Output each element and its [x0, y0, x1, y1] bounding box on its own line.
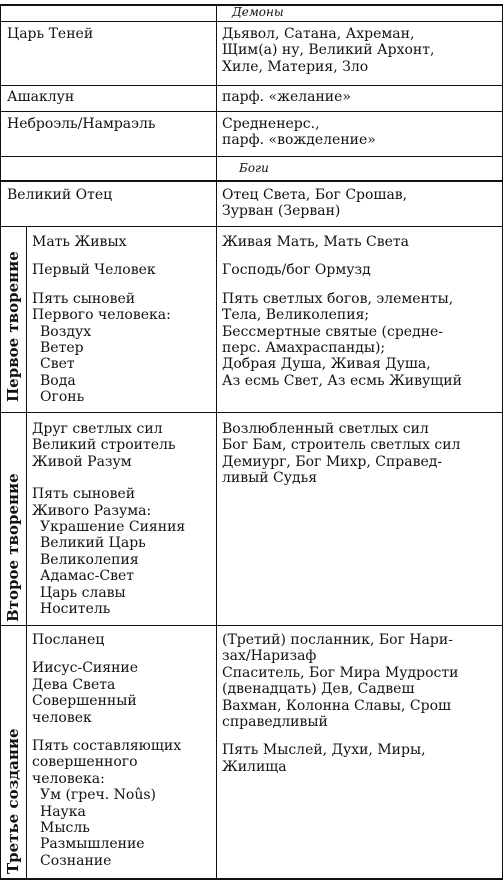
rule	[0, 412, 503, 413]
cell-line: (двенадцать) Дев, Садвеш	[222, 681, 415, 698]
cell-line: Царь Теней	[7, 26, 94, 42]
cell-line: Господь/бог Ормузд	[222, 262, 371, 279]
third-creation-left	[32, 632, 181, 869]
ruler-of-shadows-names	[222, 26, 434, 75]
header-demons: Демоны	[232, 5, 284, 19]
cell-line: Мысль	[40, 820, 90, 837]
cell-line: Ветер	[40, 340, 84, 357]
rule	[0, 625, 503, 626]
cell-line: (Третий) посланник, Бог Нари-	[222, 632, 453, 648]
cell-line: парф. «вожделение»	[222, 132, 376, 149]
cell-line: Аз есмь Свет, Аз есмь Живущий	[222, 372, 462, 389]
cell-line: Отец Света, Бог Срошав,	[222, 187, 408, 203]
great-father-cell	[7, 187, 112, 203]
cell-line: Великий Царь	[40, 535, 146, 552]
cell-line: Ашаклун	[7, 89, 75, 105]
section-label-second-creation: Второе творение	[4, 473, 22, 622]
cell-line: Царь славы	[40, 584, 126, 601]
rule	[0, 85, 503, 86]
cell-line: Пять Мыслей, Духи, Миры,	[222, 742, 426, 759]
nebroel-names	[222, 116, 376, 149]
cell-line: Наука	[40, 803, 86, 820]
cell-line: зах/Наризаф	[222, 648, 317, 665]
second-creation-right	[222, 421, 460, 487]
cell-line: Неброэль/Намраэль	[7, 116, 156, 132]
second-creation-left	[32, 421, 185, 617]
cell-line: Ум (греч. Noûs)	[40, 787, 156, 804]
cell-line: Вахман, Колонна Славы, Срош	[222, 697, 452, 714]
spacer	[32, 726, 181, 738]
cell-line: Адамас-Свет	[40, 568, 135, 585]
cell-line: Великий строитель	[32, 437, 176, 454]
cell-line: Великий Отец	[7, 187, 113, 203]
cell-line: Сознание	[40, 852, 112, 869]
cell-line: Демиург, Бог Михр, Справед-	[222, 453, 443, 470]
cell-line: Средненерс.,	[222, 116, 320, 132]
cell-line: перс. Амахраспанды);	[222, 340, 386, 357]
cell-line: Великолепия	[40, 551, 139, 568]
cell-line: Иисус-Сияние	[32, 660, 139, 677]
cell-line: Зурван (Зерван)	[222, 203, 341, 220]
cell-line: Живая Мать, Мать Света	[222, 234, 409, 250]
rule	[0, 226, 503, 227]
spacer	[222, 730, 458, 742]
cell-line: Пять светлых богов, элементы,	[222, 290, 454, 307]
cell-line: Пять составляющих	[32, 738, 182, 755]
cell-line: Воздух	[40, 323, 92, 340]
spacer	[32, 250, 171, 262]
ashaklun-names	[222, 89, 351, 105]
rule	[0, 180, 503, 182]
spacer	[32, 279, 171, 291]
cell-line: Бессмертные святые (средне-	[222, 323, 444, 340]
cell-line: Украшение Сияния	[40, 519, 186, 536]
cell-line: Пять сыновей	[32, 290, 136, 307]
rule	[0, 111, 503, 112]
cell-line: Размышление	[40, 836, 145, 853]
section-label-third-creation: Третье создание	[4, 728, 22, 874]
ashaklun-cell	[7, 89, 74, 105]
cell-line: Добрая Душа, Живая Душа,	[222, 356, 431, 373]
section-label-first-creation: Первое творение	[4, 251, 22, 402]
rule	[0, 878, 503, 880]
cell-line: Живой Разум	[32, 453, 132, 470]
cell-line: ливый Судья	[222, 470, 318, 487]
rule	[216, 4, 217, 880]
cell-line: Первый Человек	[32, 262, 156, 279]
rule	[0, 4, 1, 880]
great-father-names	[222, 187, 407, 220]
third-creation-right	[222, 632, 458, 775]
first-creation-left	[32, 234, 171, 406]
cell-line: Возлюбленный светлых сил	[222, 421, 429, 437]
cell-line: Щим(а) ну, Великий Архонт,	[222, 42, 435, 59]
cell-line: справедливый	[222, 714, 328, 731]
cell-line: Мать Живых	[32, 234, 127, 250]
cell-line: человека:	[32, 770, 105, 787]
nebroel-cell	[7, 116, 156, 132]
cell-line: Огонь	[40, 389, 85, 406]
cell-line: Жилища	[222, 758, 287, 775]
cell-line: Совершенный	[32, 693, 137, 710]
cell-line: Хиле, Материя, Зло	[222, 58, 369, 75]
cell-line: человек	[32, 709, 92, 726]
cell-line: Вода	[40, 372, 76, 389]
cell-line: Бог Бам, строитель светлых сил	[222, 437, 461, 454]
cell-line: Свет	[40, 356, 75, 373]
rule	[26, 226, 27, 880]
cell-line: Первого человека:	[32, 307, 171, 324]
ruler-of-shadows-cell	[7, 26, 93, 42]
header-gods: Боги	[239, 161, 269, 175]
spacer	[32, 470, 185, 486]
cell-line: Носитель	[40, 601, 111, 618]
cell-line: Живого Разума:	[32, 502, 152, 519]
cell-line: Дева Света	[32, 676, 116, 693]
cell-line: совершенного	[32, 754, 138, 771]
cell-line: Друг светлых сил	[32, 421, 163, 437]
rule	[0, 156, 503, 157]
spacer	[32, 648, 181, 660]
first-creation-right	[222, 234, 462, 389]
cell-line: Тела, Великолепия;	[222, 307, 370, 324]
cell-line: Спаситель, Бог Мира Мудрости	[222, 664, 459, 681]
cell-line: Посланец	[32, 632, 105, 648]
cell-line: Пять сыновей	[32, 486, 136, 503]
spacer	[222, 279, 462, 291]
rule	[0, 21, 503, 22]
cell-line: Дьявол, Сатана, Ахреман,	[222, 26, 415, 42]
cell-line: парф. «желание»	[222, 89, 351, 105]
spacer	[222, 250, 462, 262]
